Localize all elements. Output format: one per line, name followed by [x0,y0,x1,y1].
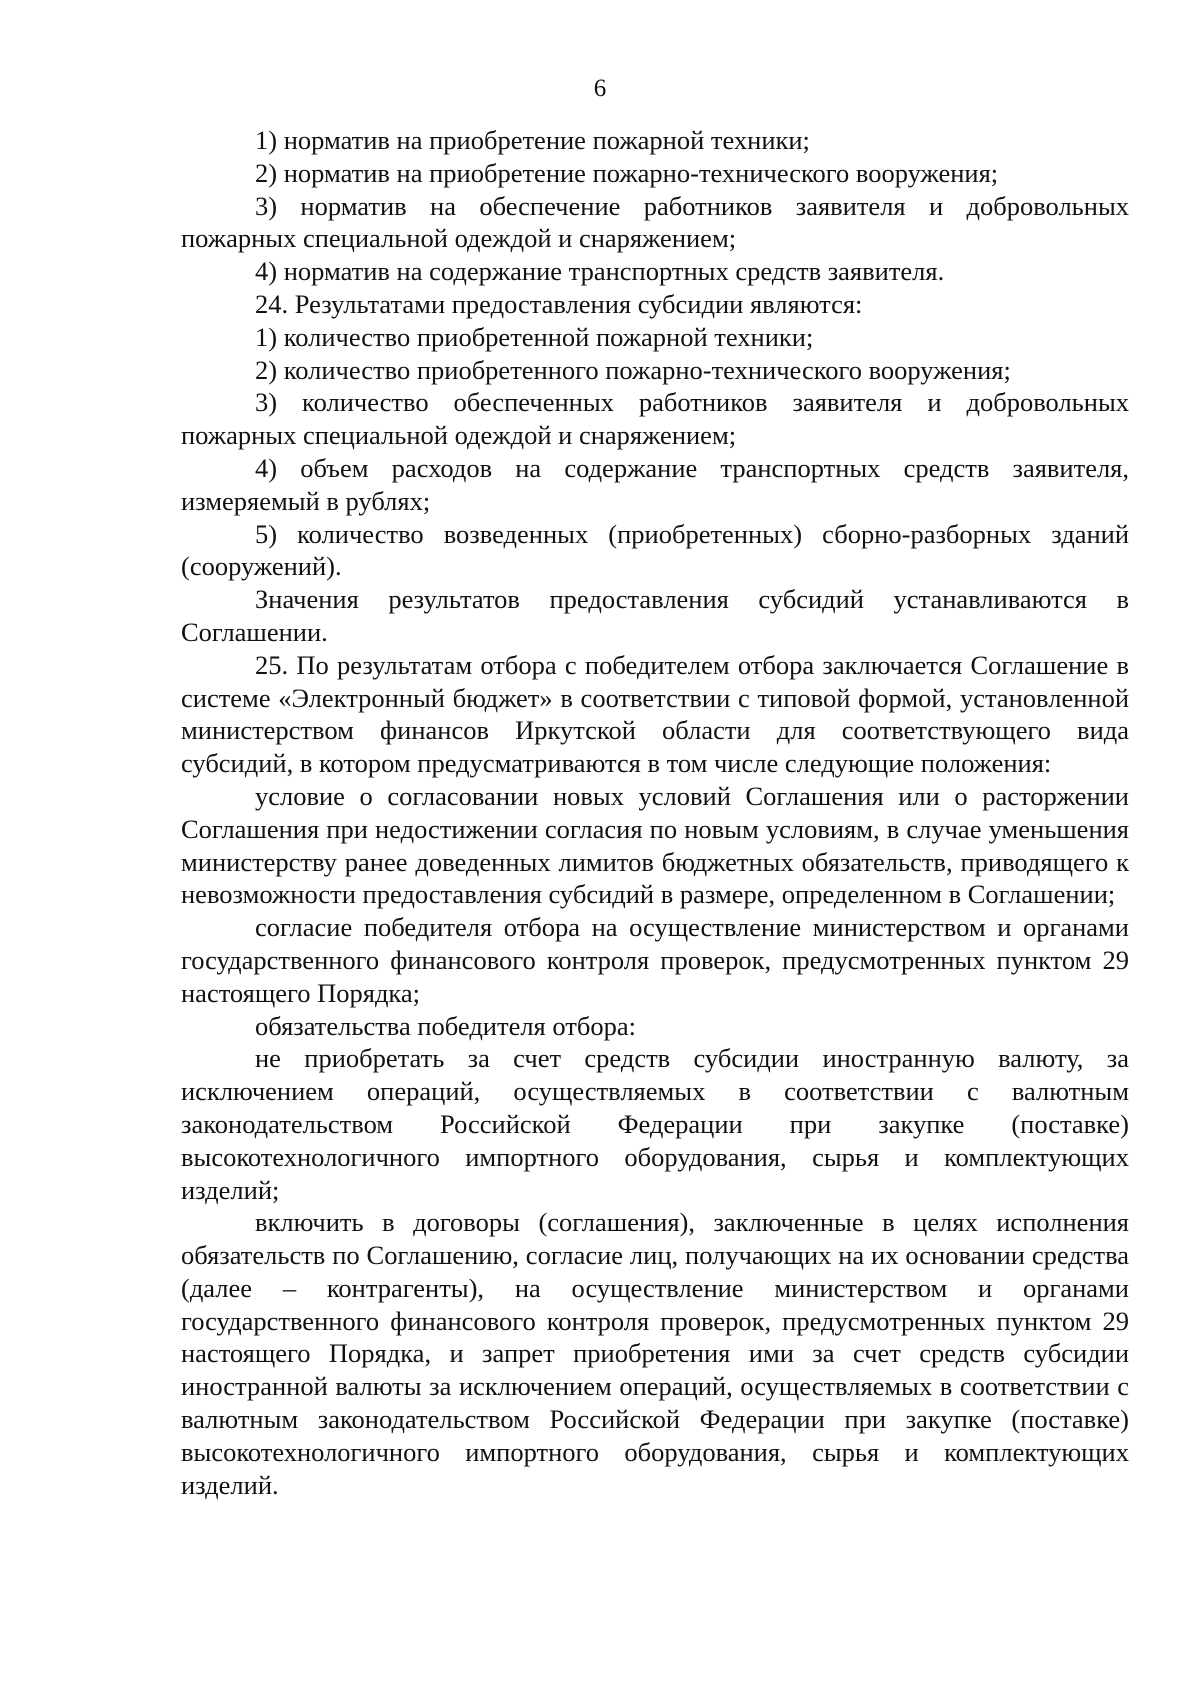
paragraph-no-foreign-currency: не приобретать за счет средств субсидии иностранную валюту, за исключением операций, осуществляемых в соответствии с валютным законодательством Российской Федерации при закупке (поставке) высокотехнологичного импортного оборудования, сырья и комплектующих изделий; [181,1043,1129,1205]
paragraph-result-buildings: 5) количество возведенных (приобретенных) сборно-разборных зданий (сооружений). [181,518,1129,582]
paragraph-winner-obligations: обязательства победителя отбора: [255,1010,636,1041]
paragraph-result-fire-equipment: 1) количество приобретенной пожарной техники; [255,321,814,352]
paragraph-norm-fire-equipment: 1) норматив на приобретение пожарной техники; [255,125,810,155]
paragraph-25-agreement: 25. По результатам отбора с победителем отбора заключается Соглашение в системе «Электронный бюджет» в соответствии с типовой формой, установленной министерством финансов Иркутской области для соответствующего вида субсидий, в котором предусматриваются в том числе следующие положения: [181,649,1129,779]
paragraph-result-clothing: 3) количество обеспеченных работников заявителя и добровольных пожарных специальной одеждой и снаряжением; [181,387,1129,451]
paragraph-consent-inspections: согласие победителя отбора на осуществление министерством и органами государственного финансового контроля проверок, предусмотренных пунктом 29 настоящего Порядка; [181,912,1129,1008]
paragraph-contractor-consent: включить в договоры (соглашения), заключенные в целях исполнения обязательств по Соглашению, согласие лиц, получающих на их основании средства (далее – контрагенты), на осуществление министерством и органами государственного финансового контроля проверок, предусмотренных пунктом 29 настоящего Порядка, и запрет приобретения ими за счет средств субсидии иностранной валюты за исключением операций, осуществляемых в соответствии с валютным законодательством Российской Федерации при закупке (поставке) высокотехнологичного импортного оборудования, сырья и комплектующих изделий. [181,1207,1129,1500]
paragraph-result-fire-weapons: 2) количество приобретенного пожарно-технического вооружения; [255,354,1011,385]
paragraph-norm-fire-weapons: 2) норматив на приобретение пожарно-технического вооружения; [255,157,999,188]
paragraph-24-results: 24. Результатами предоставления субсидии являются: [255,288,863,319]
document-body [181,124,1129,1501]
paragraph-norm-vehicles: 4) норматив на содержание транспортных средств заявителя. [255,256,945,287]
page-number: 6 [593,75,607,102]
paragraph-result-vehicle-expenses: 4) объем расходов на содержание транспортных средств заявителя, измеряемый в рублях; [181,452,1129,516]
paragraph-norm-clothing: 3) норматив на обеспечение работников заявителя и добровольных пожарных специальной одеждой и снаряжением; [181,190,1129,254]
paragraph-result-values: Значения результатов предоставления субсидий устанавливаются в Соглашении. [181,584,1129,647]
paragraph-condition-renegotiation: условие о согласовании новых условий Соглашения или о расторжении Соглашения при недостижении согласия по новым условиям, в случае уменьшения министерству ранее доведенных лимитов бюджетных обязательств, приводящего к невозможности предоставления субсидий в размере, определенном в Соглашении; [181,780,1129,910]
